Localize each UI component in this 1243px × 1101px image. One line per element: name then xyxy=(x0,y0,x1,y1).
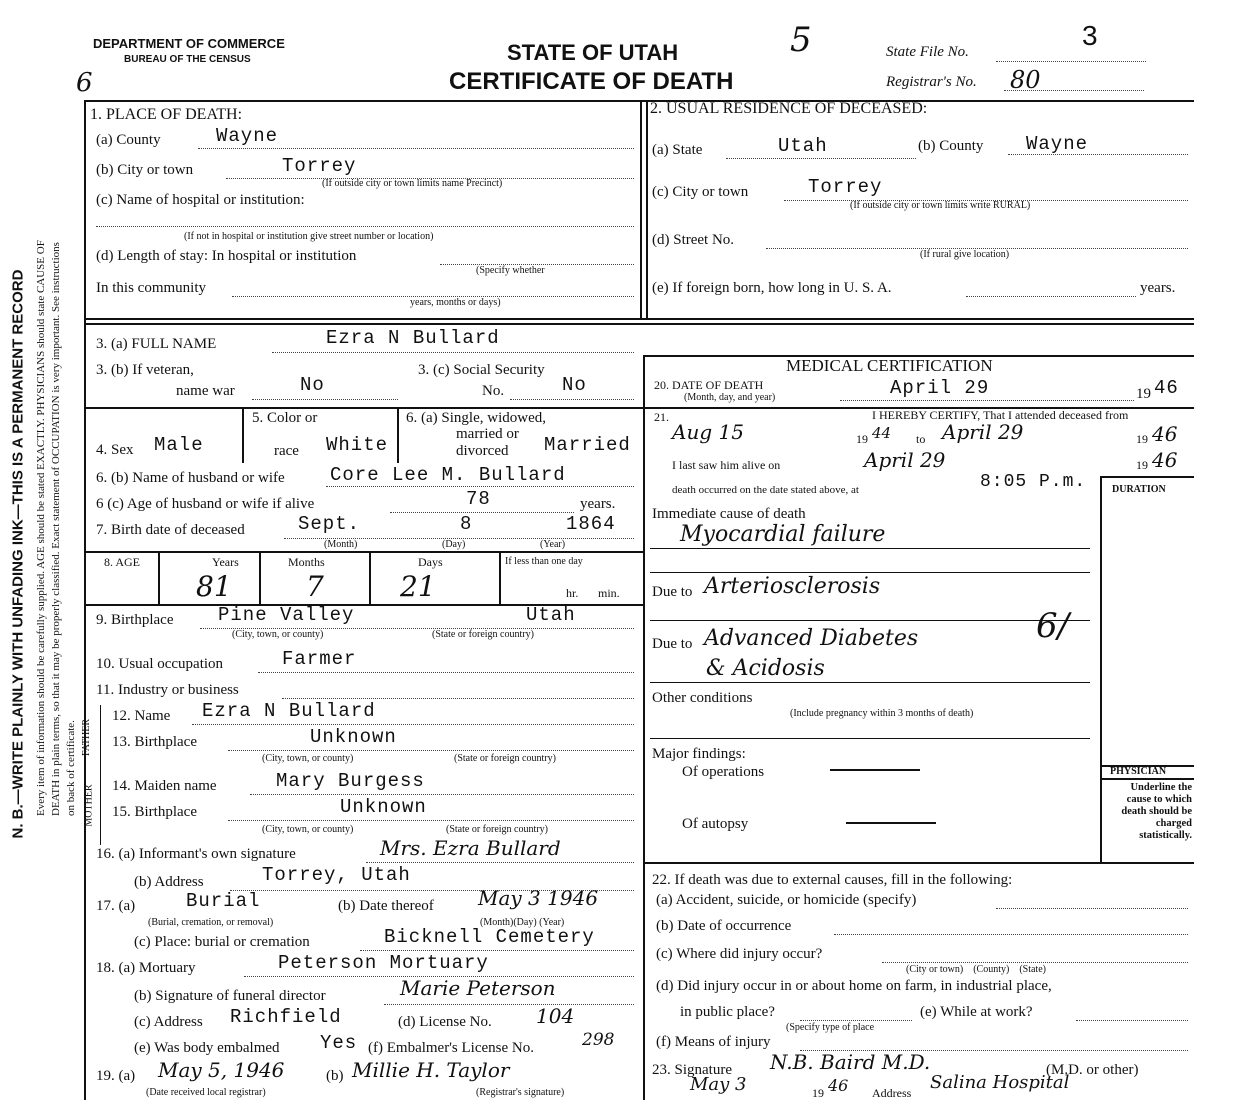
death-county-value: Wayne xyxy=(216,125,279,147)
birth-year: 1864 xyxy=(566,513,616,535)
duration-label: DURATION xyxy=(1112,484,1166,495)
occupation-label: 10. Usual occupation xyxy=(96,656,224,672)
place-of-death-heading: 1. PLACE OF DEATH: xyxy=(90,106,243,123)
date-of-death-cap: (Month, day, and year) xyxy=(684,392,776,403)
community-label: In this community xyxy=(96,280,206,296)
industry-label: 11. Industry or business xyxy=(96,682,239,698)
immediate-cause-value: Myocardial failure xyxy=(680,522,886,547)
mortuary-value: Peterson Mortuary xyxy=(278,952,489,974)
due-to-label-1: Due to xyxy=(652,584,693,600)
foreign-years: years. xyxy=(1140,280,1176,296)
birth-month-cap: (Month) xyxy=(324,539,358,550)
burial-label: 17. (a) xyxy=(96,898,136,914)
birth-month: Sept. xyxy=(298,513,361,535)
external-causes-label: 22. If death was due to external causes, fill in the following: xyxy=(652,872,1013,888)
embalmer-license-value: 298 xyxy=(582,1030,615,1050)
received-date: May 5, 1946 xyxy=(158,1058,285,1082)
birthplace-label: 9. Birthplace xyxy=(96,612,174,628)
last-saw-yr-prefix: 19 xyxy=(1136,458,1148,472)
date-of-death-year-prefix: 19 xyxy=(1136,386,1151,402)
signature-yr-prefix: 19 xyxy=(812,1086,824,1100)
autopsy-label: Of autopsy xyxy=(682,816,749,832)
certificate-title: CERTIFICATE OF DEATH xyxy=(449,68,734,95)
burial-place-label: (c) Place: burial or cremation xyxy=(134,934,310,950)
date-of-death-label: 20. DATE OF DEATH xyxy=(654,378,764,392)
veteran-label: 3. (b) If veteran, xyxy=(96,362,194,378)
physician-address-label: Address xyxy=(872,1086,912,1100)
public-label: in public place? xyxy=(680,1004,775,1020)
operations-label: Of operations xyxy=(682,764,765,780)
state-file-label: State File No. xyxy=(886,44,969,60)
mortuary-address: Richfield xyxy=(230,1006,342,1028)
marital-label-2: married or xyxy=(456,426,519,442)
embalmer-license-label: (f) Embalmer's License No. xyxy=(368,1040,534,1056)
funeral-director-label: (b) Signature of funeral director xyxy=(134,988,326,1004)
registrar-signature: Millie H. Taylor xyxy=(352,1058,510,1082)
residence-city-value: Torrey xyxy=(808,176,883,198)
received-label: 19. (a) xyxy=(96,1068,136,1084)
corner-mark: 6 xyxy=(76,68,93,98)
medical-heading: MEDICAL CERTIFICATION xyxy=(786,356,993,375)
informant-address-label: (b) Address xyxy=(134,874,204,890)
physician-note: Underline the cause to which death should be charged statistically. xyxy=(1121,782,1192,841)
birth-date-label: 7. Birth date of deceased xyxy=(96,522,245,538)
age-years-cap: Years xyxy=(212,555,239,569)
birthplace-state: Utah xyxy=(526,604,576,626)
age-days-value: 21 xyxy=(400,570,436,603)
death-occurred-label: death occurred on the date stated above, at xyxy=(672,484,859,496)
residence-county-label: (b) County xyxy=(918,138,984,154)
mother-bp-state-cap: (State or foreign country) xyxy=(446,824,548,835)
burial-date-cap: (Month)(Day) (Year) xyxy=(480,917,565,928)
occurrence-label: (b) Date of occurrence xyxy=(656,918,792,934)
marital-value: Married xyxy=(544,434,631,456)
side-note-line3: DEATH in plain terms, so that it may be properly classified. Exact statement of OCCUPATION is very important. See instructions xyxy=(50,242,62,816)
side-note-line2: Every item of information should be carefully supplied. AGE should be stated EXACTLY. PHYSICIANS should state CAUSE OF xyxy=(35,240,47,816)
occupation-value: Farmer xyxy=(282,648,357,670)
where-label: (c) Where did injury occur? xyxy=(656,946,823,962)
burial-place-value: Bicknell Cemetery xyxy=(384,926,595,948)
social-security-value: No xyxy=(562,374,587,396)
physician-signature: N.B. Baird M.D. xyxy=(770,1050,931,1074)
less-than-day: If less than one day xyxy=(505,556,583,567)
spouse-label: 6. (b) Name of husband or wife xyxy=(96,470,285,486)
residence-city-note: (If outside city or town limits write RURAL) xyxy=(850,200,1031,211)
marital-label-3: divorced xyxy=(456,443,509,459)
certify-text: I HEREBY CERTIFY, That I attended deceased from xyxy=(872,408,1129,422)
residence-county-value: Wayne xyxy=(1026,133,1089,155)
marital-label: 6. (a) Single, widowed, xyxy=(406,410,546,426)
sex-label: 4. Sex xyxy=(96,442,134,458)
due-to-value-1: Arteriosclerosis xyxy=(704,574,881,599)
age-days-cap: Days xyxy=(418,555,443,569)
other-conditions-label: Other conditions xyxy=(652,690,753,706)
residence-city-label: (c) City or town xyxy=(652,184,749,200)
signature-date: May 3 xyxy=(690,1074,747,1095)
birth-day-cap: (Day) xyxy=(442,539,466,550)
father-name-value: Ezra N Bullard xyxy=(202,700,376,722)
length-of-stay-label: (d) Length of stay: In hospital or institution xyxy=(96,248,357,264)
signature-label: 23. Signature xyxy=(652,1062,732,1078)
registrar-number: 80 xyxy=(1010,66,1041,94)
registrar-number-label: Registrar's No. xyxy=(886,74,977,90)
spouse-age-value: 78 xyxy=(466,488,491,510)
immediate-cause-label: Immediate cause of death xyxy=(652,506,806,522)
due-to-label-2: Due to xyxy=(652,636,693,652)
father-bp-state-cap: (State or foreign country) xyxy=(454,753,556,764)
physician-address: Salina Hospital xyxy=(930,1072,1070,1093)
funeral-director-signature: Marie Peterson xyxy=(400,976,556,1000)
mother-name-value: Mary Burgess xyxy=(276,770,425,792)
burial-value: Burial xyxy=(186,890,261,912)
registrar-b-label: (b) xyxy=(326,1068,344,1084)
signature-yr: 46 xyxy=(828,1076,849,1095)
birthplace-state-cap: (State or foreign country) xyxy=(432,629,534,640)
father-birthplace-label: 13. Birthplace xyxy=(112,734,197,750)
hr-label: hr. xyxy=(566,586,579,600)
father-name-label: 12. Name xyxy=(112,708,171,724)
burial-date-value: May 3 1946 xyxy=(478,886,599,910)
color-label-2: race xyxy=(274,443,299,459)
residence-heading: 2. USUAL RESIDENCE OF DECEASED: xyxy=(650,100,928,117)
embalmed-label: (e) Was body embalmed xyxy=(134,1040,280,1056)
death-city-label: (b) City or town xyxy=(96,162,194,178)
father-bp-city-cap: (City, town, or county) xyxy=(262,753,354,764)
attended-from: Aug 15 xyxy=(672,420,744,444)
informant-address: Torrey, Utah xyxy=(262,864,411,886)
color-value: White xyxy=(326,434,389,456)
other-conditions-note: (Include pregnancy within 3 months of death) xyxy=(790,708,974,719)
birthplace-city: Pine Valley xyxy=(218,604,355,626)
residence-state-label: (a) State xyxy=(652,142,703,158)
spouse-years: years. xyxy=(580,496,616,512)
means-of-injury-label: (f) Means of injury xyxy=(656,1034,771,1050)
last-saw-yr: 46 xyxy=(1152,448,1178,472)
attended-to: April 29 xyxy=(942,420,1024,444)
residence-state-value: Utah xyxy=(778,135,828,157)
social-security-label-2: No. xyxy=(482,383,505,399)
last-saw-date: April 29 xyxy=(864,448,946,472)
mother-side-label: MOTHER xyxy=(83,784,95,827)
side-note-line4: on back of certificate. xyxy=(65,720,77,816)
mother-name-label: 14. Maiden name xyxy=(112,778,217,794)
where-caps: (City or town) (County) (State) xyxy=(906,964,1046,975)
date-of-death-year: 46 xyxy=(1154,377,1179,399)
foreign-born-label: (e) If foreign born, how long in U. S. A. xyxy=(652,280,892,296)
specify-place-note: (Specify type of place xyxy=(786,1022,875,1033)
street-note: (If rural give location) xyxy=(920,249,1010,260)
attended-to-yr-prefix: 19 xyxy=(1136,432,1148,446)
at-work-label: (e) While at work? xyxy=(920,1004,1033,1020)
spouse-age-label: 6 (c) Age of husband or wife if alive xyxy=(96,496,315,512)
hospital-label: (c) Name of hospital or institution: xyxy=(96,192,305,208)
mortuary-label: 18. (a) Mortuary xyxy=(96,960,196,976)
physician-heading: PHYSICIAN xyxy=(1110,766,1167,777)
birth-year-cap: (Year) xyxy=(540,539,566,550)
sex-value: Male xyxy=(154,434,204,456)
attended-from-yr: 44 xyxy=(872,424,892,442)
color-label: 5. Color or xyxy=(252,410,318,426)
veteran-label-2: name war xyxy=(176,383,235,399)
dept-name: DEPARTMENT OF COMMERCE xyxy=(93,36,285,51)
state-heading: STATE OF UTAH xyxy=(507,40,679,65)
informant-label: 16. (a) Informant's own signature xyxy=(96,846,296,862)
accident-label: (a) Accident, suicide, or homicide (specify) xyxy=(656,892,917,908)
received-cap: (Date received local registrar) xyxy=(146,1087,266,1098)
burial-cap: (Burial, cremation, or removal) xyxy=(148,917,274,928)
last-saw-label: I last saw him alive on xyxy=(672,458,781,472)
specify-note: (Specify whether xyxy=(476,265,545,276)
age-years-value: 81 xyxy=(196,570,232,603)
age-months-cap: Months xyxy=(288,555,325,569)
attended-to-yr: 46 xyxy=(1152,422,1178,446)
margin-number: 5 xyxy=(790,20,812,60)
license-value: 104 xyxy=(536,1004,575,1028)
death-time: 8:05 P.m. xyxy=(980,472,1087,492)
date-of-death-value: April 29 xyxy=(890,377,990,399)
certify-number: 21. xyxy=(654,410,669,424)
birthplace-city-cap: (City, town, or county) xyxy=(232,629,324,640)
min-label: min. xyxy=(598,586,620,600)
social-security-label: 3. (c) Social Security xyxy=(418,362,545,378)
burial-date-label: (b) Date thereof xyxy=(338,898,434,914)
age-months-value: 7 xyxy=(306,570,324,603)
due-to-value-2b: & Acidosis xyxy=(706,656,825,681)
mother-birthplace-label: 15. Birthplace xyxy=(112,804,197,820)
license-label: (d) License No. xyxy=(398,1014,492,1030)
mother-bp-city-cap: (City, town, or county) xyxy=(262,824,354,835)
attended-from-yr-prefix: 19 xyxy=(856,432,868,446)
full-name-value: Ezra N Bullard xyxy=(326,327,500,349)
due-to-mark: 6/ xyxy=(1036,606,1070,646)
hospital-note: (If not in hospital or institution give street number or location) xyxy=(184,231,434,242)
veteran-value: No xyxy=(300,374,325,396)
side-note-primary: N. B.—WRITE PLAINLY WITH UNFADING INK—THIS IS A PERMANENT RECORD xyxy=(9,269,27,839)
full-name-label: 3. (a) FULL NAME xyxy=(96,336,217,352)
attended-to-label: to xyxy=(916,432,926,446)
father-birthplace-value: Unknown xyxy=(310,726,397,748)
due-to-value-2: Advanced Diabetes xyxy=(704,626,919,651)
death-county-label: (a) County xyxy=(96,132,161,148)
embalmed-value: Yes xyxy=(320,1032,358,1054)
md-or-other: (M.D. or other) xyxy=(1046,1062,1139,1078)
mother-birthplace-value: Unknown xyxy=(340,796,427,818)
major-findings-label: Major findings: xyxy=(652,746,746,762)
death-city-note: (If outside city or town limits name Precinct) xyxy=(322,178,503,189)
informant-signature: Mrs. Ezra Bullard xyxy=(380,836,561,860)
age-label: 8. AGE xyxy=(104,555,140,569)
state-file-number: 3 xyxy=(1082,20,1098,51)
spouse-value: Core Lee M. Bullard xyxy=(330,464,566,486)
bureau-name: BUREAU OF THE CENSUS xyxy=(124,54,251,65)
registrar-cap: (Registrar's signature) xyxy=(476,1087,565,1098)
ymd-note: years, months or days) xyxy=(410,297,501,308)
death-city-value: Torrey xyxy=(282,155,357,177)
father-side-label: FATHER xyxy=(81,718,93,757)
home-label: (d) Did injury occur in or about home on farm, in industrial place, xyxy=(656,978,1052,994)
street-label: (d) Street No. xyxy=(652,232,735,248)
birth-day: 8 xyxy=(460,513,473,535)
mortuary-address-label: (c) Address xyxy=(134,1014,203,1030)
